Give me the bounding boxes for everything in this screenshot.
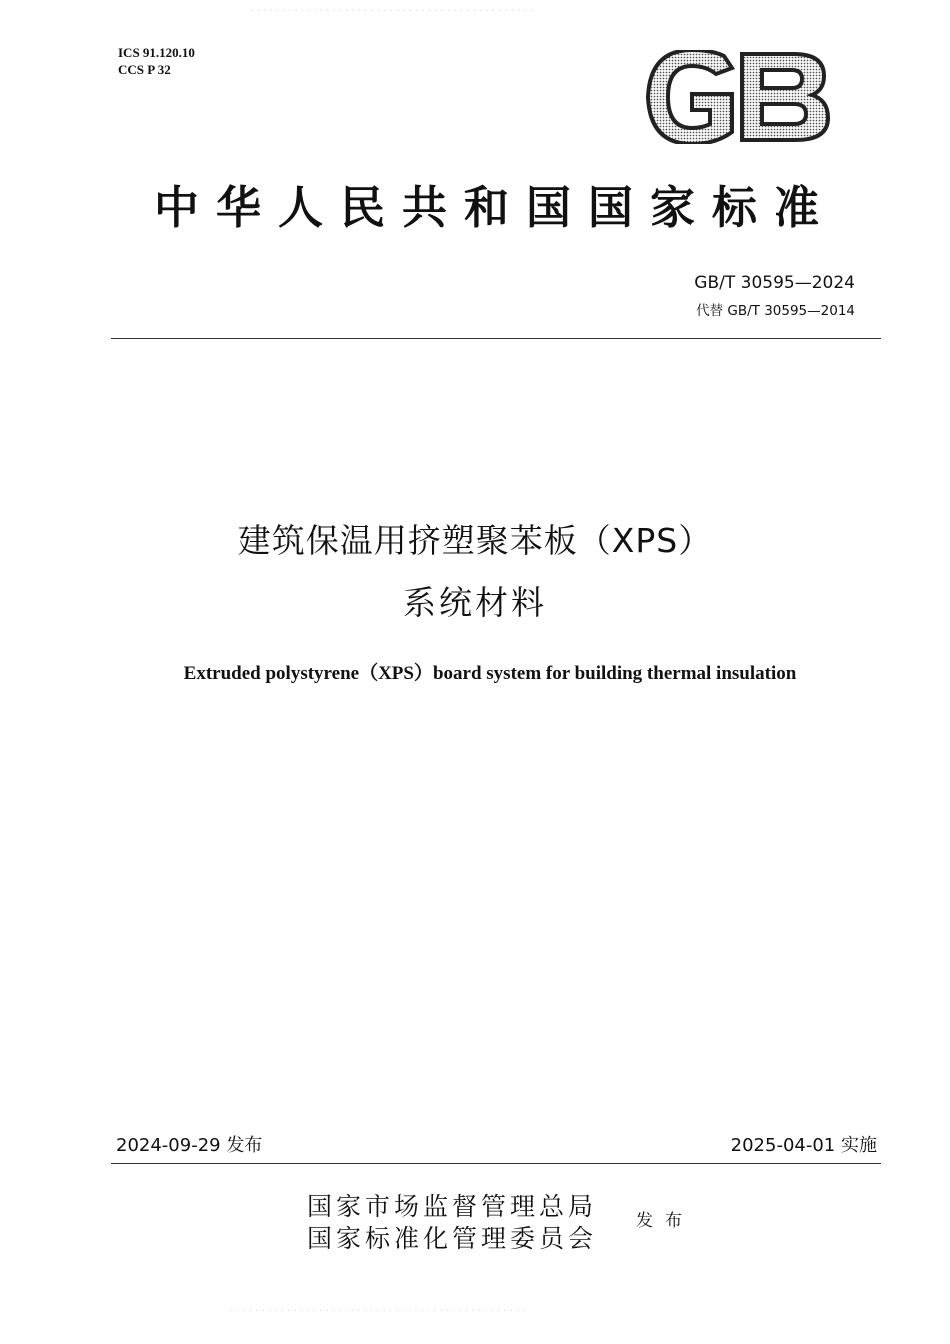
top-divider [111,338,881,339]
faint-bottom-watermark: · · · · · · · · · · · · · · · · · · · · · · · · · · · · · · · · · · · · · · · · · · · · · · · [230,1306,526,1317]
country-standard-title: 中华人民共和国国家标准 [153,183,836,233]
title-chinese-line1: 建筑保温用挤塑聚苯板（XPS） [237,521,713,560]
title-english: Extruded polystyrene（XPS）board system for building thermal insulation [183,663,797,684]
issuer-samr: 国家市场监督管理总局 [307,1192,598,1221]
implementation-date: 2025-04-01 实施 [730,1135,877,1156]
issue-date: 2024-09-29 发布 [116,1135,263,1156]
ccs-code: CCS P 32 [118,62,171,77]
replaced-standard: 代替 GB/T 30595—2014 [696,303,855,319]
standard-number: GB/T 30595—2024 [694,273,855,293]
publish-label: 发布 [636,1211,694,1231]
ics-code: ICS 91.120.10 [118,45,195,60]
title-chinese-line2: 系统材料 [403,583,547,622]
faint-top-watermark: · · · · · · · · · · · · · · · · · · · · · · · · · · · · · · · · · · · · · · · · · · · · · [250,6,533,17]
gb-logo [644,50,830,144]
svg-text:GB: GB [644,50,646,51]
issuer-sac: 国家标准化管理委员会 [307,1224,598,1253]
bottom-divider [111,1163,881,1164]
